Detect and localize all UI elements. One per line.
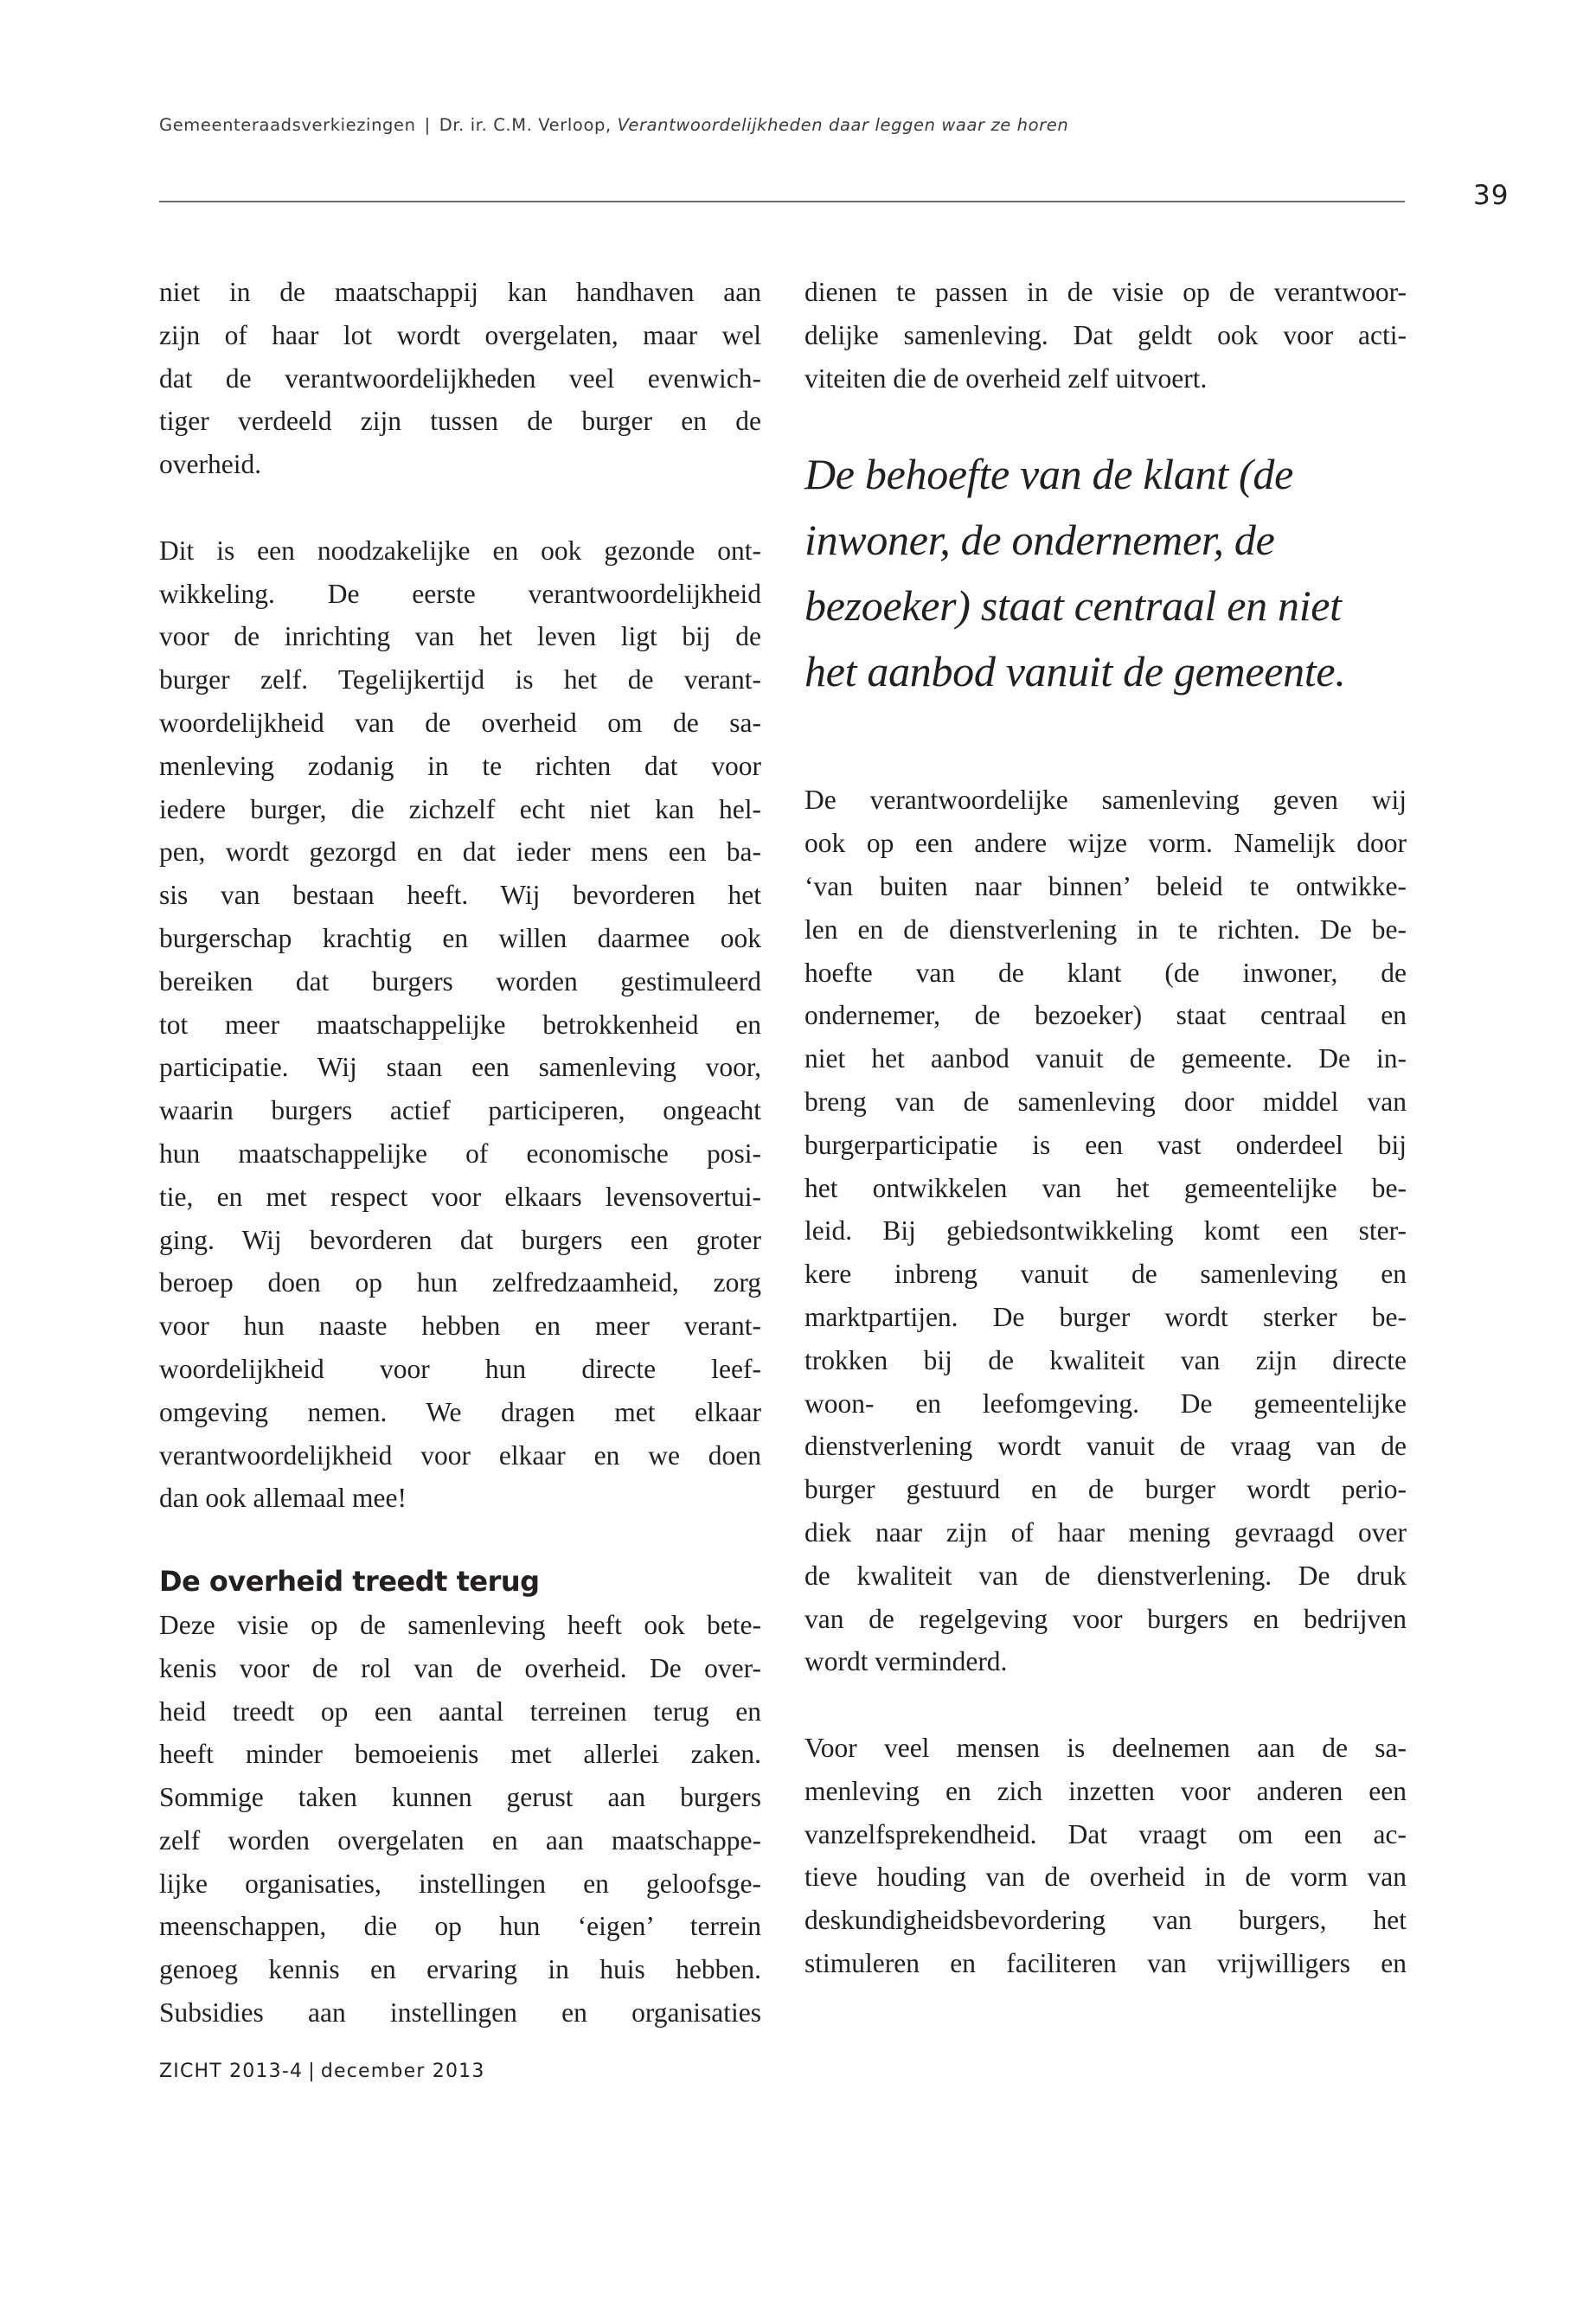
pull-quote-line: het aanbod vanuit de gemeente.: [804, 647, 1346, 696]
text-line: burgerschap krachtig en willen daarmee ook: [159, 922, 761, 953]
text-line: dat de verantwoordelijkheden veel evenwich-: [159, 362, 761, 394]
text-line: Dit is een noodzakelijke en ook gezonde ont-: [159, 535, 761, 566]
text-line: niet in de maatschappij kan handhaven aan: [159, 277, 761, 307]
text-line: woon- en leefomgeving. De gemeentelijke: [804, 1388, 1407, 1419]
text-line: deskundigheidsbevordering van burgers, het: [804, 1905, 1407, 1936]
left-column: [159, 271, 761, 2035]
text-line: tieve houding van de overheid in de vorm van: [804, 1862, 1407, 1893]
text-line: heid treedt op een aantal terreinen terug en: [159, 1695, 761, 1727]
pull-quote: [804, 441, 1407, 704]
text-line: de kwaliteit van de dienstverlening. De druk: [804, 1560, 1407, 1591]
paragraph: [159, 271, 761, 486]
paragraph: [159, 529, 761, 1520]
text-line: tie, en met respect voor elkaars levensovertui-: [159, 1181, 761, 1212]
text-line: woordelijkheid van de overheid om de sa-: [159, 707, 761, 738]
text-line: iedere burger, die zichzelf echt niet kan hel-: [159, 793, 761, 824]
text-line: De verantwoordelijke samenleving geven wij: [804, 785, 1407, 816]
pull-quote-line: inwoner, de ondernemer, de: [804, 516, 1275, 565]
text-line: wikkeling. De eerste verantwoordelijkheid: [159, 578, 761, 609]
footer: [159, 2061, 485, 2082]
text-line: tot meer maatschappelijke betrokkenheid en: [159, 1009, 761, 1040]
text-line: ging. Wij bevorderen dat burgers een groter: [159, 1224, 761, 1255]
pull-quote-line: bezoeker) staat centraal en niet: [804, 581, 1342, 631]
text-line: tiger verdeeld zijn tussen de burger en de: [159, 406, 761, 437]
text-line: zijn of haar lot wordt overgelaten, maar wel: [159, 319, 761, 350]
text-line: verantwoordelijkheid voor elkaar en we doen: [159, 1439, 761, 1471]
text-line: stimuleren en faciliteren van vrijwilligers en: [804, 1947, 1407, 1978]
text-line: delijke samenleving. Dat geldt ook voor acti-: [804, 319, 1407, 350]
text-line: burger zelf. Tegelijkertijd is het de verant-: [159, 664, 761, 695]
text-line: zelf worden overgelaten en aan maatschappe-: [159, 1824, 761, 1856]
text-line: participatie. Wij staan een samenleving voor,: [159, 1052, 761, 1083]
text-line: overheid.: [159, 449, 262, 480]
text-line: burgerparticipatie is een vast onderdeel bij: [804, 1129, 1407, 1160]
text-line: van de regelgeving voor burgers en bedrijven: [804, 1603, 1407, 1634]
text-line: ook op een andere wijze vorm. Namelijk door: [804, 828, 1407, 859]
text-line: trokken bij de kwaliteit van zijn directe: [804, 1344, 1407, 1375]
text-line: dienen te passen in de visie op de verantwoor-: [804, 277, 1407, 307]
text-line: bereiken dat burgers worden gestimuleerd: [159, 965, 761, 997]
running-head-section: Gemeenteraadsverkiezingen: [159, 115, 416, 135]
text-line: wordt verminderd.: [804, 1646, 1008, 1677]
text-line: het ontwikkelen van het gemeentelijke be-: [804, 1172, 1407, 1203]
text-line: kere inbreng vanuit de samenleving en: [804, 1259, 1407, 1290]
text-line: Sommige taken kunnen gerust aan burgers: [159, 1782, 761, 1813]
footer-separator: |: [308, 2061, 316, 2082]
running-head-separator: |: [424, 115, 431, 135]
text-line: menleving zodanig in te richten dat voor: [159, 750, 761, 781]
paragraph: [804, 1727, 1407, 1985]
section-heading: De overheid treedt terug: [159, 1565, 540, 1599]
text-line: menleving en zich inzetten voor anderen een: [804, 1775, 1407, 1806]
pull-quote-line: De behoefte van de klant (de: [804, 450, 1293, 499]
text-line: Subsidies aan instellingen en organisaties: [159, 1997, 761, 2029]
text-line: leid. Bij gebiedsontwikkeling komt een ster-: [804, 1215, 1407, 1247]
right-column: [804, 271, 1407, 1985]
paragraph: [804, 779, 1407, 1683]
text-line: meenschappen, die op hun ‘eigen’ terrein: [159, 1911, 761, 1942]
footer-publication: ZICHT 2013-4: [159, 2061, 304, 2082]
text-line: pen, wordt gezorgd en dat ieder mens een ba-: [159, 836, 761, 868]
page-number: 39: [1473, 180, 1509, 211]
text-line: vanzelfsprekendheid. Dat vraagt om een ac-: [804, 1818, 1407, 1849]
text-line: ondernemer, de bezoeker) staat centraal en: [804, 1000, 1407, 1031]
text-line: voor hun naaste hebben en meer verant-: [159, 1311, 761, 1342]
text-line: dienstverlening wordt vanuit de vraag van de: [804, 1431, 1407, 1462]
running-head-article-title: Verantwoordelijkheden daar leggen waar ze horen: [617, 115, 1069, 135]
text-line: omgeving nemen. We dragen met elkaar: [159, 1396, 761, 1427]
text-line: voor de inrichting van het leven ligt bij de: [159, 621, 761, 652]
text-line: sis van bestaan heeft. Wij bevorderen het: [159, 880, 761, 911]
text-line: lijke organisaties, instellingen en geloofsge-: [159, 1868, 761, 1899]
text-line: niet het aanbod vanuit de gemeente. De in-: [804, 1043, 1407, 1074]
text-line: diek naar zijn of haar mening gevraagd over: [804, 1516, 1407, 1548]
text-line: heeft minder bemoeienis met allerlei zaken.: [159, 1739, 761, 1770]
text-line: beroep doen op hun zelfredzaamheid, zorg: [159, 1267, 761, 1298]
text-line: kenis voor de rol van de overheid. De over-: [159, 1652, 761, 1683]
footer-date: december 2013: [320, 2061, 485, 2082]
text-line: hun maatschappelijke of economische posi-: [159, 1138, 761, 1169]
text-line: waarin burgers actief participeren, ongeacht: [159, 1095, 761, 1126]
text-line: dan ook allemaal mee!: [159, 1483, 407, 1514]
header-rule: [159, 201, 1405, 202]
text-line: len en de dienstverlening in te richten. De be-: [804, 913, 1407, 945]
running-head: [159, 115, 1068, 135]
text-line: viteiten die de overheid zelf uitvoert.: [804, 362, 1208, 394]
paragraph: [804, 271, 1407, 400]
text-line: ‘van buiten naar binnen’ beleid te ontwikke-: [804, 870, 1407, 901]
text-line: Voor veel mensen is deelnemen aan de sa-: [804, 1732, 1407, 1763]
text-line: breng van de samenleving door middel van: [804, 1086, 1407, 1117]
text-line: genoeg kennis en ervaring in huis hebben.: [159, 1954, 761, 1985]
text-line: burger gestuurd en de burger wordt perio-: [804, 1474, 1407, 1505]
running-head-author: Dr. ir. C.M. Verloop,: [439, 115, 612, 135]
text-line: hoefte van de klant (de inwoner, de: [804, 957, 1407, 988]
text-line: woordelijkheid voor hun directe leef-: [159, 1353, 761, 1384]
text-line: Deze visie op de samenleving heeft ook bete-: [159, 1609, 761, 1640]
text-line: marktpartijen. De burger wordt sterker be-: [804, 1301, 1407, 1332]
paragraph: [159, 1604, 761, 2035]
